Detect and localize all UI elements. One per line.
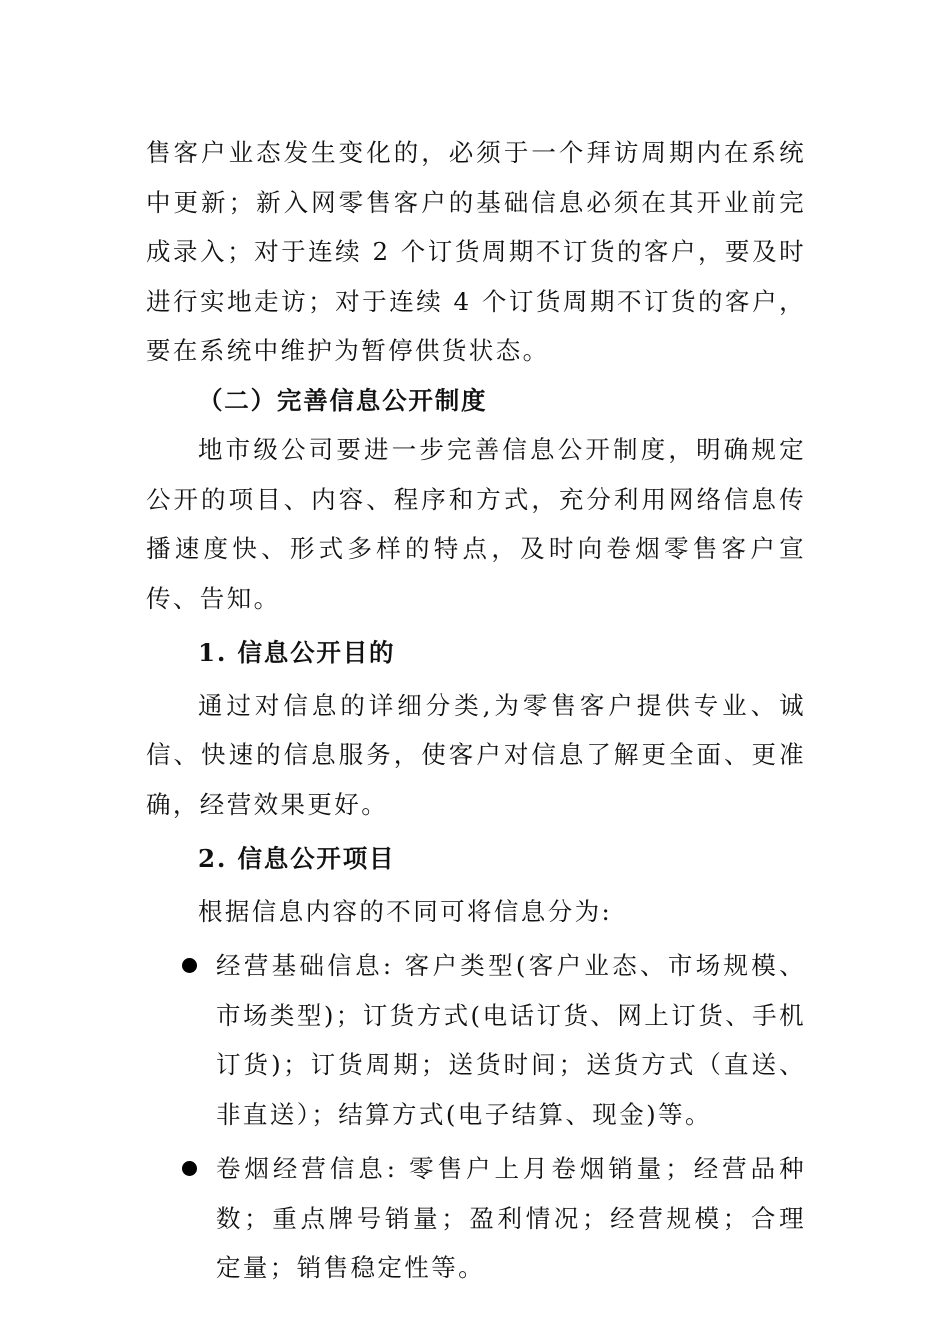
subheading-purpose: 1. 信息公开目的 xyxy=(198,638,396,667)
list-item xyxy=(146,941,806,1139)
section-heading: （二）完善信息公开制度 xyxy=(198,385,488,415)
info-category-list xyxy=(146,941,806,1293)
subheading-items: 2. 信息公开项目 xyxy=(198,844,396,873)
list-item-text: 经营基础信息: 客户类型(客户业态、市场规模、市场类型)；订货方式(电话订货、网上订货、手机订货)；订货周期；送货时间；送货方式（直送、非直送）；结算方式(电子结算、现金)等。 xyxy=(216,951,806,1129)
list-item-text: 卷烟经营信息: 零售户上月卷烟销量；经营品种数；重点牌号销量；盈利情况；经营规模；合理定量；销售稳定性等。 xyxy=(216,1154,806,1282)
section-paragraph: 地市级公司要进一步完善信息公开制度，明确规定公开的项目、内容、程序和方式，充分利用网络信息传播速度快、形式多样的特点，及时向卷烟零售客户宣传、告知。 xyxy=(146,435,806,613)
bullet-icon xyxy=(182,958,197,973)
intro-paragraph: 售客户业态发生变化的，必须于一个拜访周期内在系统中更新；新入网零售客户的基础信息必须在其开业前完成录入；对于连续 2 个订货周期不订货的客户，要及时进行实地走访；对于连续 4 个订货周期不订货的客户，要在系统中维护为暂停供货状态。 xyxy=(146,138,806,365)
items-intro-paragraph: 根据信息内容的不同可将信息分为: xyxy=(198,896,613,926)
purpose-paragraph: 通过对信息的详细分类,为零售客户提供专业、诚信、快速的信息服务，使客户对信息了解更全面、更准确，经营效果更好。 xyxy=(146,690,806,819)
list-item xyxy=(146,1144,806,1293)
document-body xyxy=(146,128,806,1293)
bullet-icon xyxy=(182,1161,197,1176)
